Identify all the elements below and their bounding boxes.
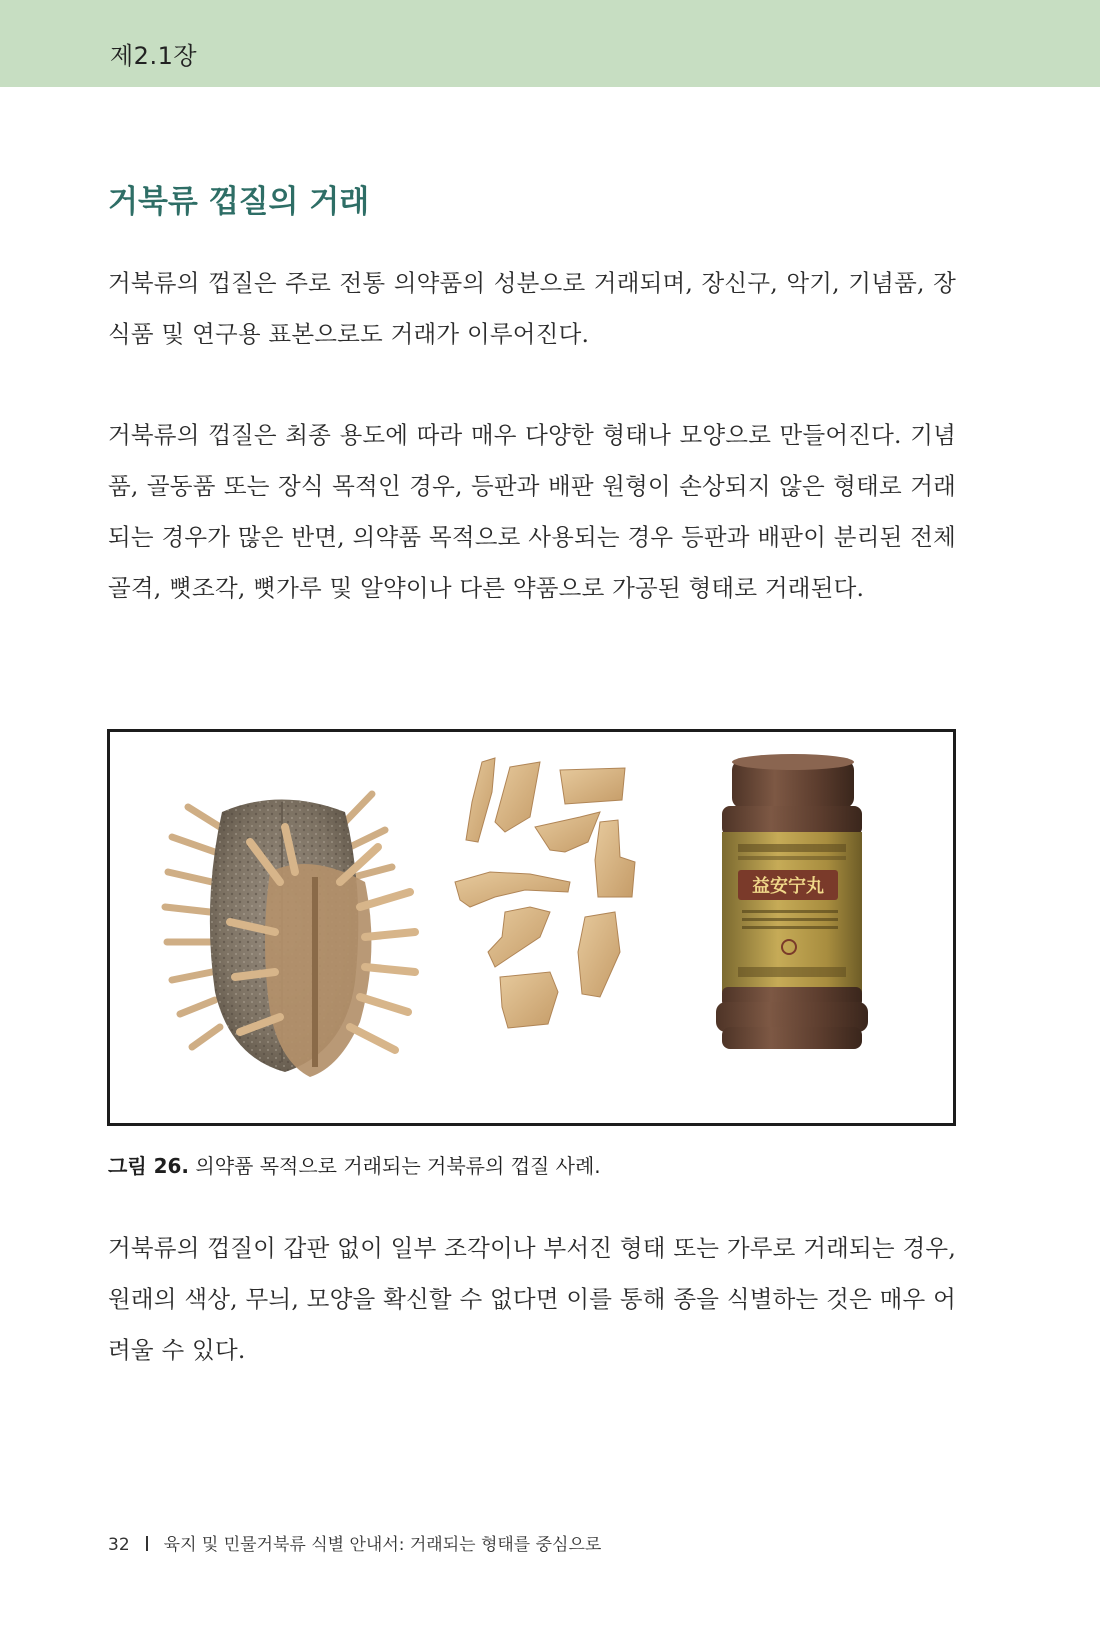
page-footer [108, 1530, 601, 1555]
bottle-label-text: 益安宁丸 [752, 876, 824, 897]
chapter-label: 제2.1장 [110, 42, 198, 70]
footer-separator [146, 1536, 148, 1551]
section-title: 거북류 껍질의 거래 [108, 184, 370, 220]
figure-caption-text: 의약품 목적으로 거래되는 거북류의 껍질 사례. [195, 1154, 601, 1178]
figure-illustration [110, 732, 953, 1123]
paragraph-1: 거북류의 껍질은 주로 전통 의약품의 성분으로 거래되며, 장신구, 악기, 기념품, 장식품 및 연구용 표본으로도 거래가 이루어진다. [108, 269, 956, 348]
figure-caption [108, 1150, 601, 1179]
book-title: 육지 및 민물거북류 식별 안내서: 거래되는 형태를 중심으로 [163, 1535, 602, 1555]
turtle-skeleton-image [165, 794, 415, 1077]
paragraph-2: 거북류의 껍질은 최종 용도에 따라 매우 다양한 형태나 모양으로 만들어진다. 기념품, 골동품 또는 장식 목적인 경우, 등판과 배판 원형이 손상되지 않은 형태로 거래되는 경우가 많은 반면, 의약품 목적으로 사용되는 경우 등판과 배판이 분리된 전체 골격, 뼛조각, 뼛가루 및 알약이나 다른 약품으로 가공된 형태로 거래된다. [108, 421, 956, 602]
page-number: 32 [108, 1535, 130, 1555]
paragraph-3: 거북류의 껍질이 갑판 없이 일부 조각이나 부서진 형태 또는 가루로 거래되는 경우, 원래의 색상, 무늬, 모양을 확신할 수 없다면 이를 통해 종을 식별하는 것은 매우 어려울 수 있다. [108, 1234, 956, 1364]
figure-label: 그림 26. [108, 1154, 190, 1178]
figure-frame [107, 729, 956, 1126]
bone-fragments-image [455, 758, 635, 1028]
medicine-bottle-image [716, 754, 868, 1049]
